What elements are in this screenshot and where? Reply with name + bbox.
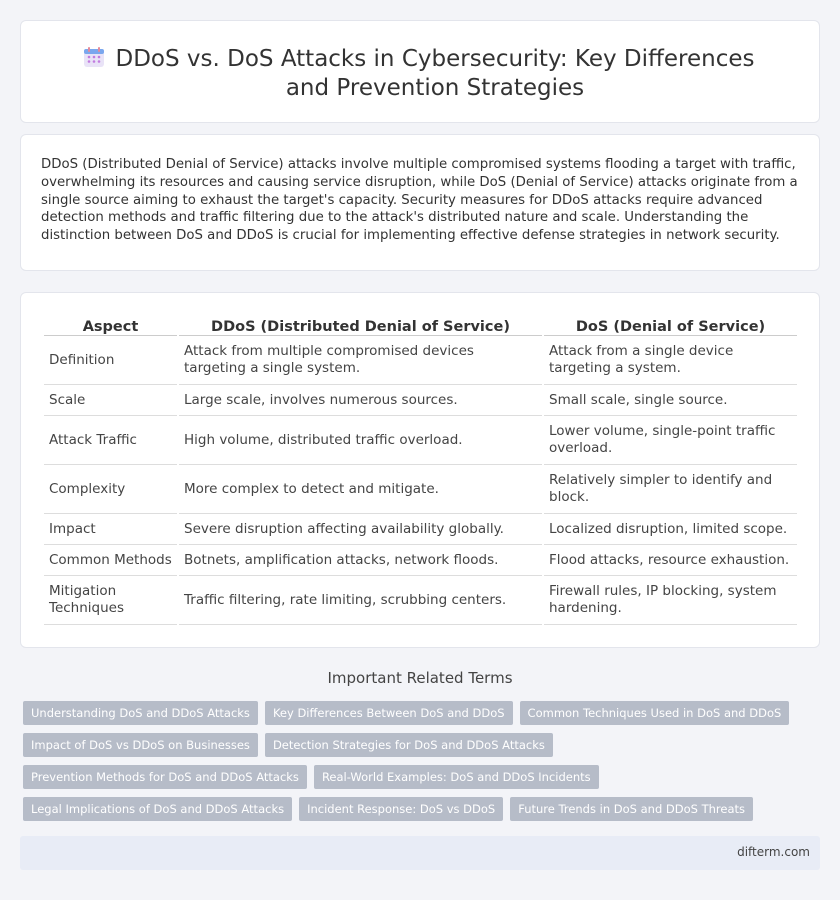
row-aspect: Complexity xyxy=(44,465,177,514)
row-aspect: Common Methods xyxy=(44,545,177,576)
related-term-tag[interactable]: Future Trends in DoS and DDoS Threats xyxy=(510,797,753,821)
row-ddos: Large scale, involves numerous sources. xyxy=(179,385,542,416)
comparison-table-card xyxy=(20,292,820,648)
row-aspect: Scale xyxy=(44,385,177,416)
site-link[interactable]: difterm.com xyxy=(737,845,810,859)
header-ddos: DDoS (Distributed Denial of Service) xyxy=(179,314,542,336)
summary-paragraph: DDoS (Distributed Denial of Service) attacks involve multiple compromised systems flooding a target with traffic, overwhelming its resources and causing service disruption, while DoS (Denial of Service) attacks originate from a single source aiming to exhaust the target's capacity. Security measures for DDoS attacks require advanced detection methods and traffic filtering due to the attack's distributed nature and scale. Understanding the distinction between DoS and DDoS is crucial for implementing effective defense strategies in network security. xyxy=(41,157,798,244)
row-ddos: More complex to detect and mitigate. xyxy=(179,465,542,514)
table-row xyxy=(44,465,797,514)
row-dos: Lower volume, single-point traffic overload. xyxy=(544,416,797,465)
row-dos: Attack from a single device targeting a system. xyxy=(544,336,797,385)
related-term-tag[interactable]: Common Techniques Used in DoS and DDoS xyxy=(520,701,790,725)
header-aspect: Aspect xyxy=(44,314,177,336)
table-row xyxy=(44,385,797,416)
related-term-tag[interactable]: Key Differences Between DoS and DDoS xyxy=(265,701,513,725)
table-row xyxy=(44,416,797,465)
row-ddos: High volume, distributed traffic overload. xyxy=(179,416,542,465)
row-ddos: Botnets, amplification attacks, network floods. xyxy=(179,545,542,576)
footer-bar xyxy=(20,836,820,870)
table-row xyxy=(44,514,797,545)
row-ddos: Traffic filtering, rate limiting, scrubbing centers. xyxy=(179,576,542,625)
related-term-tag[interactable]: Impact of DoS vs DDoS on Businesses xyxy=(23,733,258,757)
related-term-tag[interactable]: Real-World Examples: DoS and DDoS Incidents xyxy=(314,765,599,789)
title-card xyxy=(20,20,820,123)
row-dos: Firewall rules, IP blocking, system hardening. xyxy=(544,576,797,625)
table-row xyxy=(44,576,797,625)
related-term-tag[interactable]: Incident Response: DoS vs DDoS xyxy=(299,797,503,821)
related-term-tag[interactable]: Understanding DoS and DDoS Attacks xyxy=(23,701,258,725)
row-dos: Relatively simpler to identify and block. xyxy=(544,465,797,514)
related-term-tag[interactable]: Detection Strategies for DoS and DDoS Attacks xyxy=(265,733,553,757)
table-header-row xyxy=(44,314,797,336)
related-terms-list xyxy=(23,701,803,829)
row-aspect: Attack Traffic xyxy=(44,416,177,465)
row-ddos: Severe disruption affecting availability globally. xyxy=(179,514,542,545)
row-dos: Localized disruption, limited scope. xyxy=(544,514,797,545)
summary-card xyxy=(20,134,820,271)
related-terms-heading: Important Related Terms xyxy=(327,669,513,687)
related-term-tag[interactable]: Prevention Methods for DoS and DDoS Attacks xyxy=(23,765,307,789)
table-row xyxy=(44,545,797,576)
row-aspect: Impact xyxy=(44,514,177,545)
row-ddos: Attack from multiple compromised devices targeting a single system. xyxy=(179,336,542,385)
row-dos: Flood attacks, resource exhaustion. xyxy=(544,545,797,576)
header-dos: DoS (Denial of Service) xyxy=(544,314,797,336)
page-title: DDoS vs. DoS Attacks in Cybersecurity: Key Differences and Prevention Strategies xyxy=(115,46,755,101)
table-row xyxy=(44,336,797,385)
comparison-table xyxy=(42,314,799,625)
related-term-tag[interactable]: Legal Implications of DoS and DDoS Attacks xyxy=(23,797,292,821)
row-aspect: Definition xyxy=(44,336,177,385)
row-aspect: Mitigation Techniques xyxy=(44,576,177,625)
row-dos: Small scale, single source. xyxy=(544,385,797,416)
